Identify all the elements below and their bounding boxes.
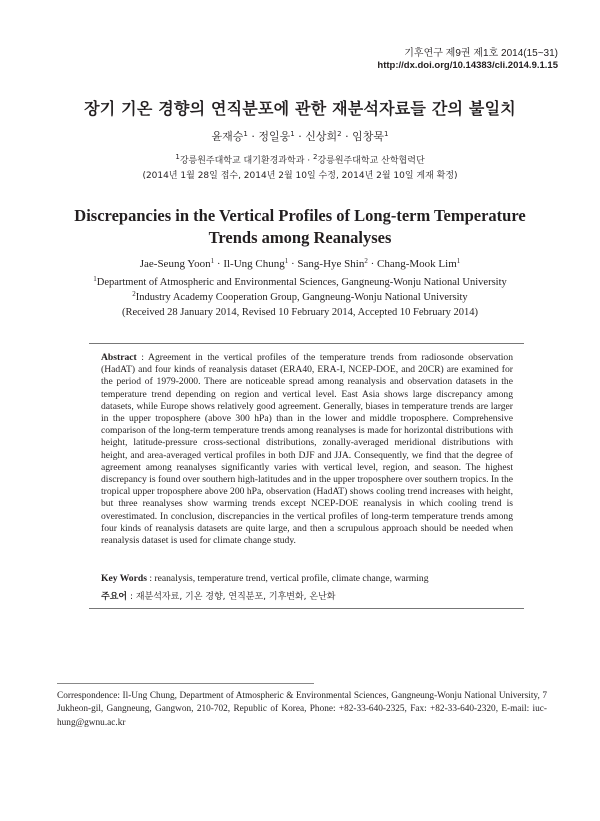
keywords (101, 573, 513, 584)
author-name: Sang-Hye Shin (297, 258, 365, 270)
author-affil-mark: 1 (284, 257, 289, 265)
author-name: 정일웅 (258, 130, 291, 143)
author-affil-mark: 2 (364, 257, 368, 265)
author-name: Chang-Mook Lim (377, 258, 457, 270)
author-affil-mark: 1 (384, 130, 389, 138)
english-title (0, 205, 600, 249)
english-authors: Jae-Seung Yoon$^1$ · Il-Ung Chung$^1$ · Sang-Hye Shin$^2$ · Chang-Mook Lim$^1$ (139, 257, 461, 270)
korean-keywords-label: 주요어 (101, 592, 128, 602)
author-name: 신상희 (305, 130, 338, 143)
author-name: Jae-Seung Yoon (139, 258, 211, 270)
korean-keywords (101, 589, 513, 602)
affil-mark: 2 (312, 153, 318, 161)
abstract (101, 352, 513, 547)
english-affiliation-1 (0, 277, 600, 288)
english-title-line: Trends among Reanalyses (208, 228, 392, 247)
english-affiliation-2 (0, 292, 600, 303)
author-name: 윤재승 (211, 130, 244, 143)
doi-link[interactable]: http://dx.doi.org/10.14383/cli.2014.9.1.15 (377, 60, 558, 71)
affil-mark: 2 (132, 290, 136, 298)
affiliation: Industry Academy Cooperation Group, Gangneung-Wonju National University (135, 292, 468, 303)
affil-mark: 1 (93, 275, 97, 283)
author-affil-mark: 1 (456, 257, 461, 265)
correspondence-footnote: Correspondence: Il-Ung Chung, Department of Atmospheric & Environmental Sciences, Gangneung-Wonju National University, 7 Jukheon-gil, Gangneung, Gangwon, 210-702, Republic of Korea, Phone: +82-33-640-2325, Fax: +82-33-640-2320, E-mail: iuc-hung@gwnu.ac.kr (57, 691, 547, 728)
abstract-label: Abstract (101, 352, 137, 363)
author-name: Il-Ung Chung (223, 258, 285, 270)
author-affil-mark: 1 (210, 257, 215, 265)
korean-authors: 윤재승$^1$ · 정일웅$^1$ · 신상희$^2$ · 임창묵$^1$ (211, 130, 389, 143)
korean-received-dates: (2014년 1월 28일 접수, 2014년 2월 10일 수정, 2014년 2월 10일 게재 확정) (142, 171, 458, 181)
journal-reference: 기후연구 제9권 제1호 2014(15~31) (404, 48, 558, 59)
abstract-text: : Agreement in the vertical profiles of the temperature trends from radiosonde observation (HadAT) and four kinds of reanalysis dataset (ERA40, ERA-I, NCEP-DOE, and 20CR) are examined for the period of 1979-2000. There are noticeable spread among reanalysis and observation datasets in the temperature trend depending on region and vertical level. East Asia shows large discrepancy among datasets, while Europe shows relatively good agreement. Generally, biases in temperature trends are larger in the upper troposphere (above 300 hPa) than in the lower and middle troposphere. Comprehensive comparison of the long-term temperature trends among reanalyses is made for horizontal distributions with height, latitude-pressure cross-sectional distributions, zonally-averaged meridional distributions with height, and area-averaged vertical profiles in both DJF and JJA. Consequently, we find that the degree of agreement among reanalyses significantly varies with vertical level, region, and season. The highest discrepancy is found over southern high-latitudes and in the upper troposphere over southern tropics. In the tropical upper troposphere above 200 hPa, observation (HadAT) shows cooling trend increases with height, but three reanalyses show warming trends except NCEP-DOE reanalysis in which cooling trend is overestimated. In conclusion, discrepancies in the vertical profiles of long-term temperature trends among four kinds of reanalysis datasets are quite large, and then a scrupulous approach should be needed when reanalysis dataset is used for climate change study. (101, 352, 513, 547)
abstract-bottom-rule (89, 608, 524, 609)
english-title-line: Discrepancies in the Vertical Profiles of Long-term Temperature (74, 206, 526, 225)
korean-title: 장기 기온 경향의 연직분포에 관한 재분석자료들 간의 불일치 (84, 99, 516, 118)
author-affil-mark: 1 (290, 130, 295, 138)
author-affil-mark: 2 (337, 130, 342, 138)
affiliation: 강릉원주대학교 대기환경과학과 · (179, 156, 313, 166)
abstract-top-rule (89, 343, 524, 344)
korean-affiliations (0, 153, 600, 166)
affiliation: Department of Atmospheric and Environmental Sciences, Gangneung-Wonju National University (96, 277, 507, 288)
english-received-dates: (Received 28 January 2014, Revised 10 February 2014, Accepted 10 February 2014) (121, 307, 479, 318)
author-name: 임창묵 (352, 130, 384, 143)
footnote-rule (57, 683, 314, 684)
author-affil-mark: 1 (243, 130, 248, 138)
affil-mark: 1 (175, 153, 180, 161)
keywords-label: Key Words (101, 573, 147, 584)
keywords-text: : reanalysis, temperature trend, vertical profile, climate change, warming (146, 573, 429, 584)
affiliation: 강릉원주대학교 산학협력단 (317, 156, 425, 166)
korean-keywords-text: : 재분석자료, 기온 경향, 연직분포, 기후변화, 온난화 (127, 592, 336, 602)
